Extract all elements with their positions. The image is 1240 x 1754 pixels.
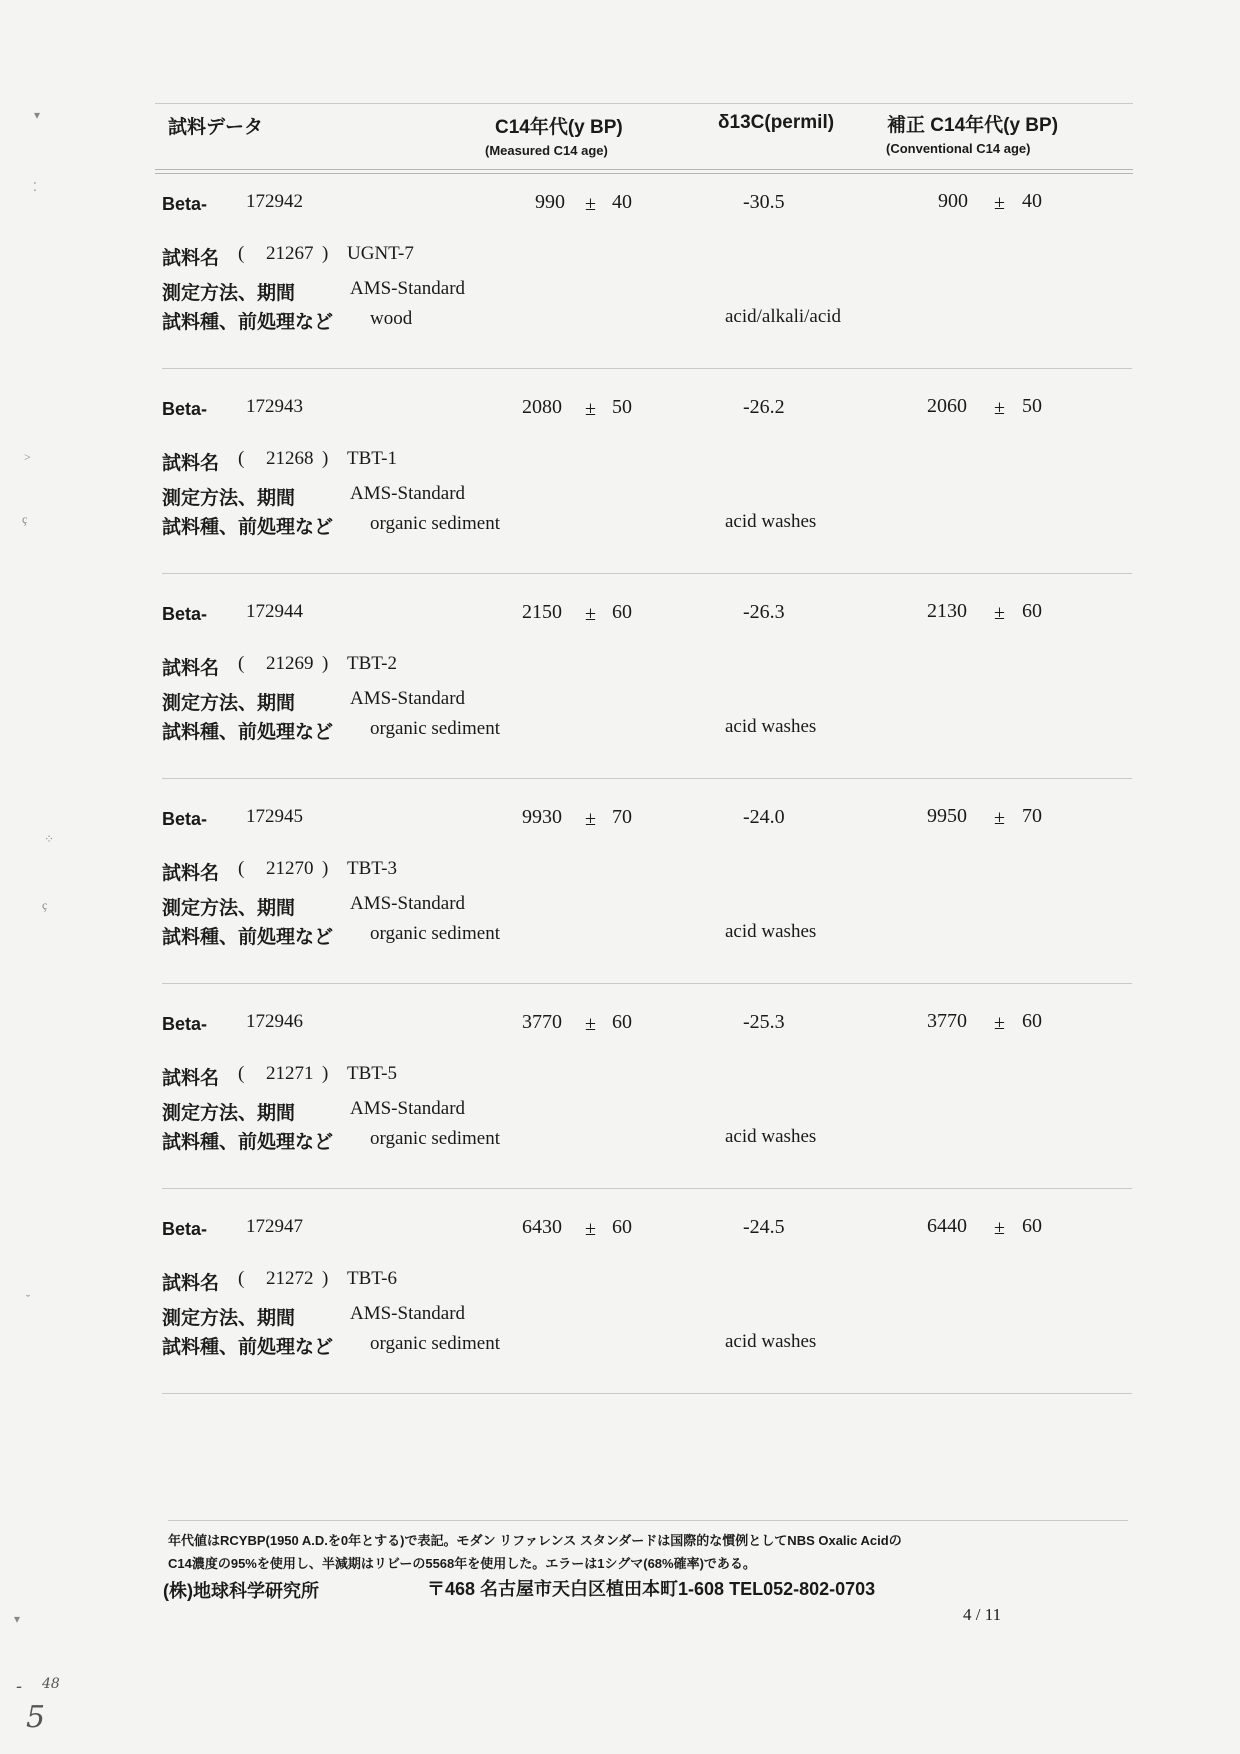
- conventional-age: 9950: [927, 805, 967, 827]
- scan-mark: ⁚: [33, 180, 37, 194]
- list-item: [0, 395, 1240, 595]
- paren-open: (: [238, 1268, 245, 1289]
- delta13c-value: -26.2: [743, 396, 785, 418]
- conventional-age-error: 60: [1022, 600, 1042, 622]
- conventional-age: 3770: [927, 1010, 967, 1032]
- material-label: 試料種、前処理など: [162, 927, 334, 948]
- plus-minus: ±: [994, 1012, 1005, 1034]
- sample-name-label: 試料名: [162, 248, 220, 269]
- method-value: AMS-Standard: [350, 1098, 466, 1119]
- paren-close: ): [322, 653, 329, 674]
- pretreatment-value: acid washes: [725, 716, 817, 737]
- conventional-age: 2060: [927, 395, 967, 417]
- measured-age-error: 40: [612, 191, 632, 213]
- list-item: [0, 1010, 1240, 1210]
- measured-age: 2080: [522, 396, 562, 418]
- method-label: 測定方法、期間: [162, 1103, 296, 1124]
- measured-age-error: 70: [612, 806, 632, 828]
- header-c14-age-sub: (Measured C14 age): [485, 143, 608, 158]
- pretreatment-value: acid/alkali/acid: [725, 306, 842, 327]
- header-bottom-rule-2: [155, 173, 1133, 174]
- conventional-age-error: 60: [1022, 1010, 1042, 1032]
- plus-minus: ±: [994, 1217, 1005, 1239]
- paren-close: ): [322, 1063, 329, 1084]
- delta13c-value: -24.0: [743, 806, 785, 828]
- entry-separator: [162, 983, 1132, 984]
- plus-minus: ±: [585, 398, 596, 420]
- material-value: organic sediment: [370, 1333, 500, 1354]
- sample-number: 21272: [266, 1268, 314, 1289]
- material-value: organic sediment: [370, 923, 500, 944]
- pretreatment-value: acid washes: [725, 1126, 817, 1147]
- entry-separator: [162, 573, 1132, 574]
- material-label: 試料種、前処理など: [162, 312, 334, 333]
- material-value: wood: [370, 308, 413, 329]
- list-item: [0, 1215, 1240, 1415]
- delta13c-value: -26.3: [743, 601, 785, 623]
- header-bottom-rule: [155, 169, 1133, 170]
- plus-minus: ±: [585, 193, 596, 215]
- page-number: 4 / 11: [963, 1605, 1002, 1624]
- scan-mark: ç: [22, 512, 28, 526]
- measured-age: 990: [535, 191, 565, 213]
- method-label: 測定方法、期間: [162, 898, 296, 919]
- conventional-age-error: 50: [1022, 395, 1042, 417]
- footer-organization: (株)地球科学研究所: [163, 1581, 319, 1601]
- sample-name-label: 試料名: [162, 1068, 220, 1089]
- scan-mark: ⁘: [44, 832, 55, 846]
- sample-name-label: 試料名: [162, 1273, 220, 1294]
- paren-close: ): [322, 858, 329, 879]
- method-label: 測定方法、期間: [162, 693, 296, 714]
- material-value: organic sediment: [370, 718, 500, 739]
- handwritten-number-small: 48: [42, 1676, 60, 1692]
- entry-separator: [162, 1188, 1132, 1189]
- method-label: 測定方法、期間: [162, 488, 296, 509]
- pretreatment-value: acid washes: [725, 511, 817, 532]
- method-value: AMS-Standard: [350, 688, 466, 709]
- measured-age-error: 50: [612, 396, 632, 418]
- scan-mark: ç: [42, 898, 48, 912]
- sample-code: TBT-1: [347, 448, 397, 469]
- footer-note-line2: C14濃度の95%を使用し、半減期はリビーの5568年を使用した。エラーは1シグマ(68%確率)である。: [168, 1556, 756, 1571]
- conventional-age: 6440: [927, 1215, 967, 1237]
- beta-id: 172946: [246, 1011, 303, 1032]
- conventional-age-error: 60: [1022, 1215, 1042, 1237]
- entry-separator: [162, 368, 1132, 369]
- measured-age: 3770: [522, 1011, 562, 1033]
- method-value: AMS-Standard: [350, 893, 466, 914]
- method-value: AMS-Standard: [350, 1303, 466, 1324]
- list-item: [0, 190, 1240, 390]
- plus-minus: ±: [994, 397, 1005, 419]
- method-value: AMS-Standard: [350, 278, 466, 299]
- sample-number: 21271: [266, 1063, 314, 1084]
- paren-close: ): [322, 1268, 329, 1289]
- sample-name-label: 試料名: [162, 453, 220, 474]
- handwritten-dash: -: [16, 1676, 23, 1697]
- header-c14-age: C14年代(y BP): [495, 117, 623, 138]
- method-value: AMS-Standard: [350, 483, 466, 504]
- paren-close: ): [322, 243, 329, 264]
- conventional-age: 900: [938, 190, 968, 212]
- method-label: 測定方法、期間: [162, 1308, 296, 1329]
- sample-code: TBT-2: [347, 653, 397, 674]
- plus-minus: ±: [585, 808, 596, 830]
- footer-address: 〒468 名古屋市天白区植田本町1-608 TEL052-802-0703: [427, 1579, 876, 1599]
- paren-close: ): [322, 448, 329, 469]
- footer-rule: [168, 1520, 1128, 1521]
- measured-age: 2150: [522, 601, 562, 623]
- header-delta13c: δ13C(permil): [718, 112, 835, 133]
- paren-open: (: [238, 858, 245, 879]
- scan-mark: ▾: [14, 1612, 21, 1626]
- list-item: [0, 805, 1240, 1005]
- entry-separator: [162, 1393, 1132, 1394]
- handwritten-number-large: 5: [26, 1700, 46, 1735]
- delta13c-value: -30.5: [743, 191, 785, 213]
- measured-age-error: 60: [612, 1011, 632, 1033]
- beta-label: Beta-: [162, 809, 208, 829]
- sample-number: 21269: [266, 653, 314, 674]
- header-corrected-age-sub: (Conventional C14 age): [886, 141, 1031, 156]
- delta13c-value: -24.5: [743, 1216, 785, 1238]
- measured-age-error: 60: [612, 601, 632, 623]
- beta-id: 172942: [246, 191, 303, 212]
- sample-code: TBT-6: [347, 1268, 397, 1289]
- sample-name-label: 試料名: [162, 863, 220, 884]
- pretreatment-value: acid washes: [725, 1331, 817, 1352]
- paren-open: (: [238, 243, 245, 264]
- beta-label: Beta-: [162, 604, 208, 624]
- material-value: organic sediment: [370, 513, 500, 534]
- method-label: 測定方法、期間: [162, 283, 296, 304]
- plus-minus: ±: [994, 807, 1005, 829]
- plus-minus: ±: [585, 1218, 596, 1240]
- sample-number: 21267: [266, 243, 314, 264]
- material-label: 試料種、前処理など: [162, 722, 334, 743]
- sample-number: 21270: [266, 858, 314, 879]
- material-label: 試料種、前処理など: [162, 517, 334, 538]
- material-label: 試料種、前処理など: [162, 1132, 334, 1153]
- list-item: [0, 600, 1240, 800]
- beta-label: Beta-: [162, 194, 208, 214]
- beta-id: 172943: [246, 396, 303, 417]
- plus-minus: ±: [994, 602, 1005, 624]
- beta-label: Beta-: [162, 399, 208, 419]
- delta13c-value: -25.3: [743, 1011, 785, 1033]
- measured-age: 9930: [522, 806, 562, 828]
- paren-open: (: [238, 448, 245, 469]
- plus-minus: ±: [585, 1013, 596, 1035]
- beta-label: Beta-: [162, 1014, 208, 1034]
- plus-minus: ±: [994, 192, 1005, 214]
- sample-code: TBT-5: [347, 1063, 397, 1084]
- sample-number: 21268: [266, 448, 314, 469]
- header-sample-data: 試料データ: [168, 117, 264, 138]
- material-label: 試料種、前処理など: [162, 1337, 334, 1358]
- scan-mark: ˃: [24, 450, 31, 464]
- header-top-rule: [155, 103, 1133, 104]
- plus-minus: ±: [585, 603, 596, 625]
- sample-name-label: 試料名: [162, 658, 220, 679]
- scan-mark: ˇ: [26, 1292, 30, 1306]
- paren-open: (: [238, 653, 245, 674]
- beta-id: 172947: [246, 1216, 303, 1237]
- material-value: organic sediment: [370, 1128, 500, 1149]
- entry-separator: [162, 778, 1132, 779]
- beta-id: 172944: [246, 601, 303, 622]
- beta-id: 172945: [246, 806, 303, 827]
- measured-age: 6430: [522, 1216, 562, 1238]
- header-corrected-age: 補正 C14年代(y BP): [887, 115, 1059, 136]
- sample-code: TBT-3: [347, 858, 397, 879]
- conventional-age-error: 70: [1022, 805, 1042, 827]
- pretreatment-value: acid washes: [725, 921, 817, 942]
- paren-open: (: [238, 1063, 245, 1084]
- beta-label: Beta-: [162, 1219, 208, 1239]
- scan-mark: ▾: [34, 108, 41, 122]
- conventional-age-error: 40: [1022, 190, 1042, 212]
- measured-age-error: 60: [612, 1216, 632, 1238]
- footer-note-line1: 年代値はRCYBP(1950 A.D.を0年とする)で表記。モダン リファレンス スタンダードは国際的な慣例としてNBS Oxalic Acidの: [168, 1533, 902, 1548]
- sample-code: UGNT-7: [347, 243, 414, 264]
- conventional-age: 2130: [927, 600, 967, 622]
